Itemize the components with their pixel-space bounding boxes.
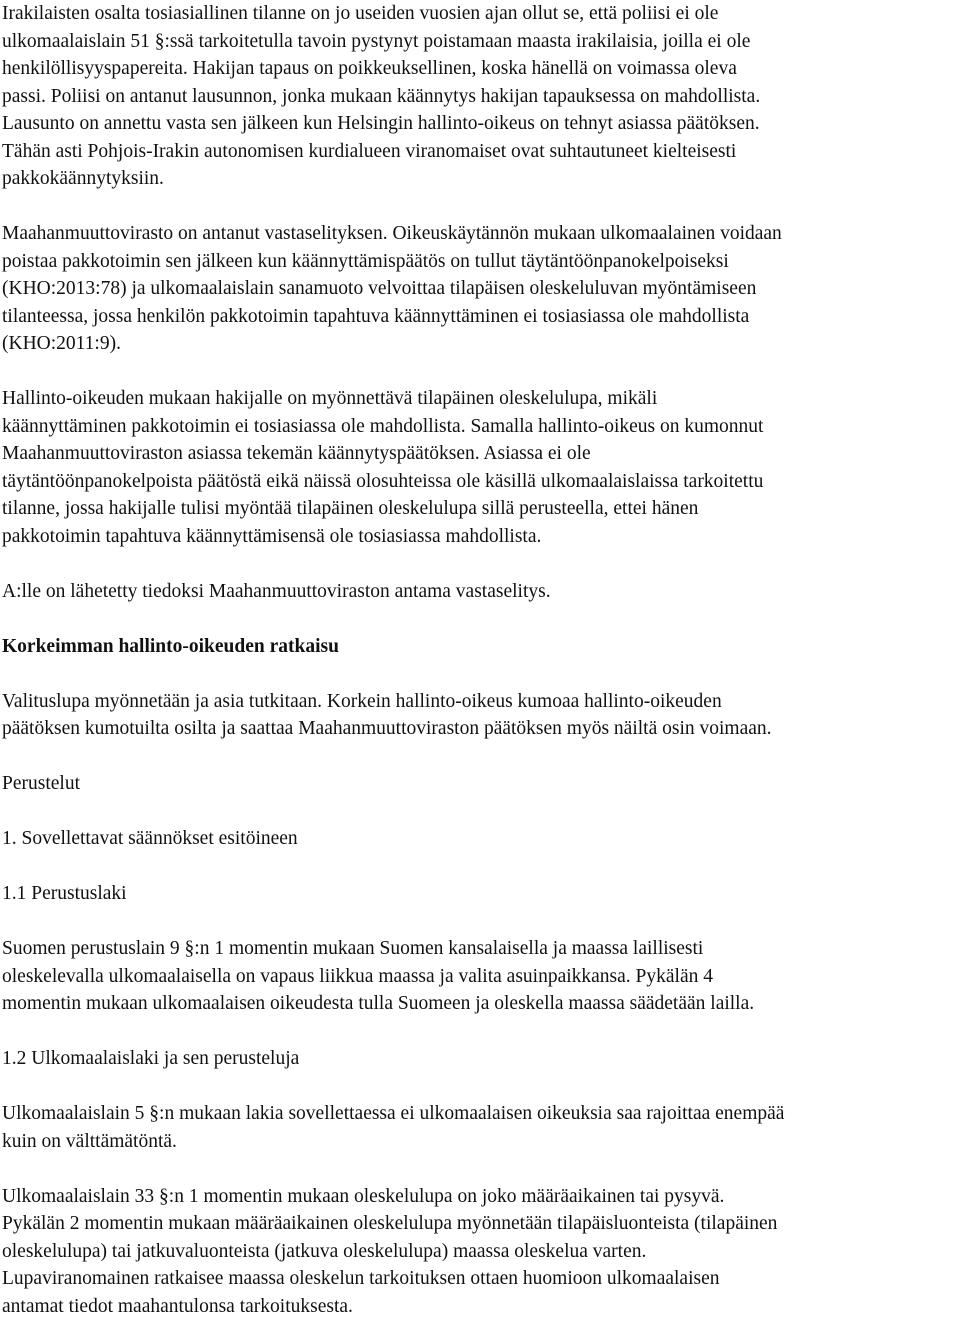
paragraph — [2, 825, 960, 853]
text-line: ulkomaalaislain 51 §:ssä tarkoitetulla tavoin pystynyt poistamaan maasta irakilaisia, joilla ei ole — [2, 28, 960, 56]
text-line: 1.1 Perustuslaki — [2, 880, 960, 908]
paragraph-gap — [2, 743, 960, 771]
paragraph-gap — [2, 193, 960, 221]
paragraph-gap — [2, 605, 960, 633]
paragraph — [2, 578, 960, 606]
paragraph-gap — [2, 1155, 960, 1183]
text-line: oleskelulupa) tai jatkuvaluonteista (jatkuva oleskelulupa) maassa oleskelua varten. — [2, 1238, 960, 1266]
paragraph — [2, 880, 960, 908]
text-line: Tähän asti Pohjois-Irakin autonomisen kurdialueen viranomaiset ovat suhtautuneet kielteisesti — [2, 138, 960, 166]
paragraph-gap — [2, 853, 960, 881]
text-line: Lausunto on annettu vasta sen jälkeen kun Helsingin hallinto-oikeus on tehnyt asiassa päätöksen. — [2, 110, 960, 138]
text-line: Hallinto-oikeuden mukaan hakijalle on myönnettävä tilapäinen oleskelulupa, mikäli — [2, 385, 960, 413]
text-line: 1. Sovellettavat säännökset esitöineen — [2, 825, 960, 853]
paragraph-gap — [2, 1073, 960, 1101]
paragraph — [2, 1045, 960, 1073]
section-heading — [2, 633, 960, 661]
text-line: pakkotoimin tapahtuva käännyttämisensä ole tosiasiassa mahdollista. — [2, 523, 960, 551]
text-line: 1.2 Ulkomaalaislaki ja sen perusteluja — [2, 1045, 960, 1073]
text-line: passi. Poliisi on antanut lausunnon, jonka mukaan käännytys hakijan tapauksessa on mahdollista. — [2, 83, 960, 111]
text-line: Maahanmuuttovirasto on antanut vastaselityksen. Oikeuskäytännön mukaan ulkomaalainen voidaan — [2, 220, 960, 248]
paragraph-gap — [2, 908, 960, 936]
text-line: henkilöllisyyspapereita. Hakijan tapaus on poikkeuksellinen, koska hänellä on voimassa oleva — [2, 55, 960, 83]
paragraph — [2, 0, 960, 193]
text-line: täytäntöönpanokelpoista päätöstä eikä näissä olosuhteissa ole käsillä ulkomaalaislaissa tarkoitettu — [2, 468, 960, 496]
text-line: (KHO:2013:78) ja ulkomaalaislain sanamuoto velvoittaa tilapäisen oleskeluluvan myöntämiseen — [2, 275, 960, 303]
paragraph-gap — [2, 798, 960, 826]
paragraph-gap — [2, 1018, 960, 1046]
text-line: Pykälän 2 momentin mukaan määräaikainen oleskelulupa myönnetään tilapäisluonteista (tilapäinen — [2, 1210, 960, 1238]
text-line: antamat tiedot maahantulonsa tarkoituksesta. — [2, 1293, 960, 1320]
text-line: Ulkomaalaislain 5 §:n mukaan lakia sovellettaessa ei ulkomaalaisen oikeuksia saa rajoittaa enempää — [2, 1100, 960, 1128]
text-line: pakkokäännytyksiin. — [2, 165, 960, 193]
text-line: Lupaviranomainen ratkaisee maassa oleskelun tarkoituksen ottaen huomioon ulkomaalaisen — [2, 1265, 960, 1293]
paragraph — [2, 770, 960, 798]
text-line: Ulkomaalaislain 33 §:n 1 momentin mukaan oleskelulupa on joko määräaikainen tai pysyvä. — [2, 1183, 960, 1211]
text-line: A:lle on lähetetty tiedoksi Maahanmuuttoviraston antama vastaselitys. — [2, 578, 960, 606]
text-line: tilanne, jossa hakijalle tulisi myöntää tilapäinen oleskelulupa sillä perusteella, ettei hänen — [2, 495, 960, 523]
text-line: käännyttäminen pakkotoimin ei tosiasiassa ole mahdollista. Samalla hallinto-oikeus on kumonnut — [2, 413, 960, 441]
paragraph — [2, 935, 960, 1018]
text-line: Valituslupa myönnetään ja asia tutkitaan. Korkein hallinto-oikeus kumoaa hallinto-oikeuden — [2, 688, 960, 716]
text-line: momentin mukaan ulkomaalaisen oikeudesta tulla Suomeen ja oleskella maassa säädetään lailla. — [2, 990, 960, 1018]
paragraph-gap — [2, 358, 960, 386]
text-line: Suomen perustuslain 9 §:n 1 momentin mukaan Suomen kansalaisella ja maassa laillisesti — [2, 935, 960, 963]
text-line: (KHO:2011:9). — [2, 330, 960, 358]
text-line: tilanteessa, jossa henkilön pakkotoimin tapahtuva käännyttäminen ei tosiasiassa ole mahdollista — [2, 303, 960, 331]
paragraph-gap — [2, 660, 960, 688]
text-line: Perustelut — [2, 770, 960, 798]
paragraph — [2, 1100, 960, 1155]
text-line: poistaa pakkotoimin sen jälkeen kun käännyttämispäätös on tullut täytäntöönpanokelpoiseksi — [2, 248, 960, 276]
paragraph — [2, 688, 960, 743]
text-line: oleskelevalla ulkomaalaisella on vapaus liikkua maassa ja valita asuinpaikkansa. Pykälän 4 — [2, 963, 960, 991]
heading-line: Korkeimman hallinto-oikeuden ratkaisu — [2, 633, 960, 661]
text-line: Maahanmuuttoviraston asiassa tekemän käännytyspäätöksen. Asiassa ei ole — [2, 440, 960, 468]
paragraph — [2, 1183, 960, 1320]
paragraph-gap — [2, 550, 960, 578]
text-line: Irakilaisten osalta tosiasiallinen tilanne on jo useiden vuosien ajan ollut se, että poliisi ei ole — [2, 0, 960, 28]
text-line: päätöksen kumotuilta osilta ja saattaa Maahanmuuttoviraston päätöksen myös näiltä osin voimaan. — [2, 715, 960, 743]
paragraph — [2, 220, 960, 358]
paragraph — [2, 385, 960, 550]
text-line: kuin on välttämätöntä. — [2, 1128, 960, 1156]
